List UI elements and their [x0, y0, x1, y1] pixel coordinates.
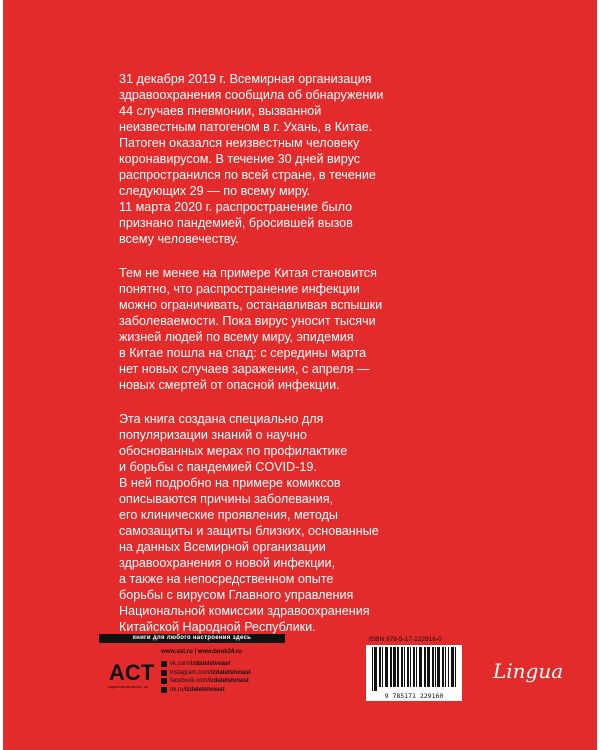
text-line: а также на непосредственном опыте [119, 572, 334, 586]
barcode-bar [385, 647, 388, 687]
social-prefix: instagram.com/ [170, 669, 212, 676]
social-prefix: vk.com/ [170, 661, 191, 667]
barcode-bar [427, 647, 430, 687]
social-links [161, 660, 251, 694]
barcode-bar [448, 647, 449, 687]
text-line: следующих 29 — по всему миру. [119, 184, 311, 198]
barcode-bar [424, 647, 426, 687]
text-line: заболеваемости. Пока вирус уносит тысячи [119, 314, 376, 328]
barcode-bar [390, 647, 392, 687]
social-handle: izdatelstvoast [190, 661, 231, 667]
barcode-bar [445, 647, 446, 687]
social-prefix: ok.ru/ [170, 686, 186, 693]
annotation-text [119, 71, 509, 635]
text-line: Тем не менее на примере Китая становится [119, 266, 377, 280]
text-line: всему человечеству. [119, 232, 239, 246]
barcode-bar [407, 647, 409, 687]
text-line: нет новых случаев заражения, с апреля — [119, 362, 370, 376]
barcode-bar [435, 647, 436, 687]
social-handle: izdatelstvoast [209, 678, 249, 685]
text-line: признано пандемией, бросившей вызов [119, 216, 353, 230]
text-line: здравоохранения о новой инфекции, [119, 556, 336, 570]
text-line: коронавирусом. В течение 30 дней вирус [119, 152, 361, 166]
barcode-bar [393, 647, 396, 687]
text-line: самозащиты и защиты близких, основанные [119, 524, 379, 538]
text-line: борьбы с вирусом Главного управления [119, 588, 354, 602]
lingua-logo [487, 652, 564, 688]
text-line: описываются причины заболевания, [119, 492, 334, 506]
text-line: популяризации знаний о научно [119, 428, 307, 442]
barcode-bar [437, 647, 440, 687]
text-line: Патоген оказался неизвестным человеку [119, 136, 360, 150]
barcode-bar [401, 647, 403, 687]
barcode-digits: 9 785171 229160 [366, 692, 462, 700]
paragraph-3 [119, 411, 509, 635]
text-line: Эта книга создана специально для [119, 412, 324, 426]
text-line: 11 марта 2020 г. распространение было [119, 200, 353, 214]
ast-logo [107, 656, 155, 686]
paragraph-2 [119, 265, 509, 393]
social-handle: izdatelstvoast [185, 686, 225, 693]
isbn-label: ISBN 978-5-17-122916-0 [369, 636, 442, 643]
vk-icon [161, 661, 167, 667]
social-link[interactable] [161, 686, 251, 695]
social-handle: izdatelstvoast [211, 669, 251, 676]
text-line: и борьбы с пандемией COVID-19. [119, 460, 317, 474]
barcode-bar [404, 647, 405, 687]
text-line: 44 случаев пневмонии, вызванной [119, 104, 322, 118]
text-line: В ней подробно на примере комиксов [119, 476, 341, 490]
social-link[interactable] [161, 660, 251, 669]
text-line: неизвестным патогеном в г. Ухань, в Китае. [119, 120, 373, 134]
barcode-bar [410, 647, 411, 687]
facebook-icon [161, 678, 167, 684]
barcode-bar [413, 647, 415, 687]
barcode-bar [374, 647, 377, 691]
ast-logo-text: ACT [109, 660, 155, 685]
barcode-bar [397, 647, 399, 687]
text-line: жизней людей по всему миру, эпидемия [119, 330, 354, 344]
text-line: на данных Всемирной организации [119, 540, 326, 554]
lingua-logo-text: Lingua [493, 659, 564, 683]
book-back-cover [3, 0, 597, 750]
text-line: его клинические проявления, методы [119, 508, 338, 522]
social-prefix: facebook.com/ [170, 678, 210, 685]
barcode-bar [379, 647, 381, 687]
text-line: в Китае пошла на спад: с середины марта [119, 346, 367, 360]
barcode-bar [419, 647, 422, 687]
social-link[interactable] [161, 669, 251, 678]
instagram-icon [161, 670, 167, 676]
paragraph-1 [119, 71, 509, 247]
text-line: 31 декабря 2019 г. Всемирная организация [119, 72, 372, 86]
text-line: здравоохранения сообщила об обнаружении [119, 88, 384, 102]
ok-icon [161, 687, 167, 693]
barcode-bar [442, 647, 444, 687]
barcode-bar [382, 647, 383, 687]
barcode-bar [451, 647, 454, 687]
text-line: распространился по всей стране, в течение [119, 168, 376, 182]
barcode-bar [416, 647, 417, 687]
text-line: новых смертей от опасной инфекции. [119, 378, 340, 392]
text-line: понятно, что распространение инфекции [119, 282, 360, 296]
social-link[interactable] [161, 677, 251, 686]
barcode-bar [372, 647, 373, 691]
barcode-bar [455, 647, 456, 687]
text-line: Китайской Народной Республики. [119, 620, 316, 634]
text-line: Национальной комиссии здравоохранения [119, 604, 370, 618]
text-line: можно ограничивать, останавливая вспышки [119, 298, 383, 312]
publisher-websites: www.ast.ru | www.book24.ru [161, 649, 242, 655]
publisher-slogan: книги для любого настроения здесь [99, 634, 285, 643]
text-line: обоснованных мерах по профилактике [119, 444, 348, 458]
publisher-tagline: издательство мечты, ок [108, 685, 148, 689]
barcode-bar [432, 647, 434, 687]
